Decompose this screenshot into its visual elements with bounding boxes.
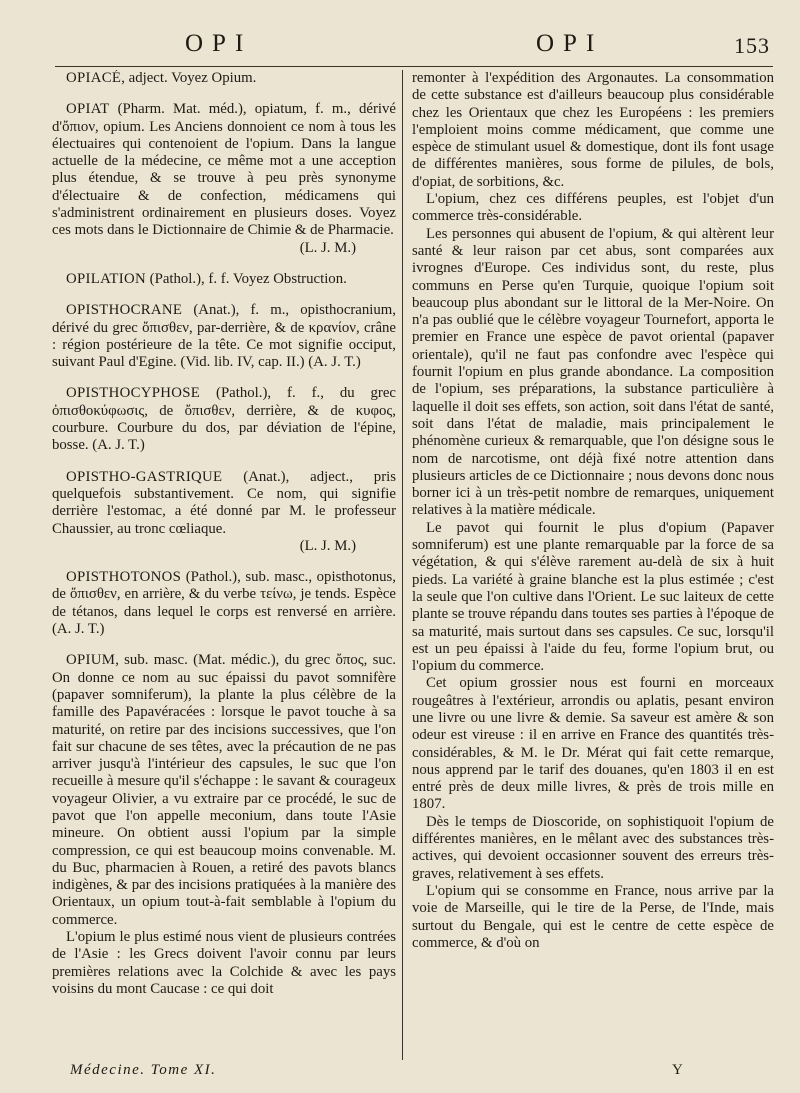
entry-text: , sub. masc. (Mat. médic.), du grec ὄπος, suc. On donne ce nom au suc épaissi du pavot somnifère (papaver somniferum), la plante la plus célèbre de la famille des Papavéracées : lorsque le pavot touche à sa maturité, on retire par des incisions successives, que l'on fait sur chacune de ses têtes, avec la précaution de ne pas arriver jusqu'à l'intérieur des capsules, le suc que l'on recueille à mesure qu'il s'échappe : le savant & courageux voyageur Olivier, a vu extraire par ce procédé, le suc de pavot que l'on appelle meconium, dans toute l'Asie mineure. On obtient aussi l'opium par la simple compression, ce qui est beaucoup moins convenable. M. du Buc, pharmacien à Rouen, a retiré des pavots blancs indigènes, & par des incisions pratiquées à la manière des Orientaux, un opium tout-à-fait semblable à l'opium du commerce. — [52, 652, 396, 928]
paragraph: L'opium qui se consomme en France, nous arrive par la voie de Marseille, qui le tire de la Perse, de l'Inde, mais surtout du Bengale, qui est le centre de cette espèce de commerce, & d'où on — [412, 882, 774, 951]
entry-text: (Pathol.), sub. masc., opisthotonus, de ὄπισθεν, en arrière, & du verbe τείνω, je tends. Espèce de tétanos, dans lequel le corps est renversé en arrière. (A. J. T.) — [52, 569, 396, 638]
running-head-right: OPI — [536, 30, 604, 57]
dictionary-entry — [52, 652, 396, 929]
footer-title: Médecine. Tome XI. — [70, 1062, 217, 1078]
continued-paragraph: remonter à l'expédition des Argonautes. La consommation de cette substance est d'ailleurs beaucoup plus considérable chez les Orientaux que chez les Européens : les premiers l'emploient moins comme médicament, que comme une espèce de stimulant usuel & domestique, dont ils font usage de différentes manières, sous forme de pilules, de bols, d'opiat, de sorbitions, &c. — [412, 70, 774, 190]
entry-text: (Anat.), adject., pris quelquefois substantivement. Ce nom, qui signifie derrière l'estomac, a été donné par M. le professeur Chaussier, au tronc cœliaque. — [52, 468, 396, 537]
entry-headword: OPISTHOCRANE — [66, 302, 183, 319]
paragraph: Le pavot qui fournit le plus d'opium (Papaver somniferum) est une plante remarquable par la force de sa végétation, & qui s'élève rarement au-delà de six à huit pieds. La variété à graine blanche est la plus estimée ; c'est la seule que l'on cultive dans l'Orient. Le suc laiteux de cette plante se trouve répandu dans toutes ses parties à l'époque de sa maturité, mais surtout dans ses capsules. Ce suc, lorsqu'il est un peu épaissi à l'aide du feu, forme l'opium brut, ou l'opium du commerce. — [412, 519, 774, 675]
paragraph: Cet opium grossier nous est fourni en morceaux rougeâtres à l'extérieur, arrondis ou aplatis, pesant environ une livre ou une livre & demie. Sa saveur est amère & son odeur est vireuse : il en arrive en France des quantités très-considérables, & M. le Dr. Mérat qui fait cette remarque, nous apprend par le tarif des douanes, qu'en 1803 il en est entré près de deux mille livres, & près de trois mille en 1807. — [412, 675, 774, 813]
entry-headword: OPISTHOCYPHOSE — [66, 385, 201, 402]
left-column — [52, 70, 396, 1060]
page-number: 153 — [734, 33, 770, 58]
entry-text: (Pathol.), f. f. Voyez Obstruction. — [145, 270, 347, 287]
entry-headword: OPISTHOTONOS — [66, 569, 182, 586]
author-signature: (L. J. M.) — [299, 537, 356, 554]
column-divider — [402, 70, 403, 1060]
header-rule — [55, 66, 773, 67]
entry-headword: OPILATION — [66, 270, 146, 287]
entry-text: , adject. Voyez Opium. — [121, 70, 257, 86]
dictionary-entry — [52, 385, 396, 454]
dictionary-entry — [52, 569, 396, 638]
entry-headword: OPIUM — [66, 652, 116, 669]
entry-headword: OPISTHO-GASTRIQUE — [66, 468, 223, 485]
entry-text: (Anat.), f. m., opisthocranium, dérivé du grec ὄπισθεν, par-derrière, & de κρανίον, crâne : région postérieure de la tête. Ce mot signifie occiput, suivant Paul d'Egine. (Vid. lib. IV, cap. II.) (A. J. T.) — [52, 302, 396, 371]
entry-headword: OPIACÉ — [66, 70, 122, 86]
signature-mark: Y — [672, 1062, 683, 1078]
dictionary-entry — [52, 302, 396, 371]
dictionary-entry — [52, 469, 396, 538]
author-signature: (L. J. M.) — [299, 239, 356, 256]
dictionary-entry — [52, 101, 396, 239]
entry-headword: OPIAT — [66, 101, 110, 118]
right-column — [412, 70, 774, 1060]
entry-text: (Pathol.), f. f., du grec ὀπισθοκύφωσις, de ὄπισθεν, derrière, & de κυφος, courbure. Courbure du dos, par déviation de l'épine, bosse. (A. J. T.) — [52, 385, 396, 454]
paragraph: Les personnes qui abusent de l'opium, & qui altèrent leur santé & leur raison par cet abus, sont comparées aux ivrognes d'Europe. Ces individus sont, du reste, plus communs en Perse qu'en Turquie, quoique l'opium soit beaucoup plus abondant sur le littoral de la Mer-Noire. On n'a pas oublié que le célèbre voyageur Tournefort, apporta le premier en France une espèce de pavot oriental (papaver orientale), qu'il ne faut pas confondre avec l'espèce qui fournit l'opium en plus grande abondance. La composition de l'opium, ses préparations, la substance particulière à laquelle il doit ses effets, son action, soit dans l'état de santé, soit dans l'état de maladie, mais principalement le phénomène curieux & remarquable, que l'on désigne sous le nom de narcotisme, ont déjà fixé notre attention dans plusieurs articles de ce Dictionnaire ; nous devons donc nous borner ici à un très-petit nombre de remarques, uniquement relatives à la matière médicale. — [412, 225, 774, 519]
dictionary-entry — [52, 271, 396, 288]
dictionary-entry — [52, 70, 396, 87]
paragraph: L'opium, chez ces différens peuples, est l'objet d'un commerce très-considérable. — [412, 191, 774, 225]
entry-text: (Pharm. Mat. méd.), opiatum, f. m., dérivé d'ὄπιον, opium. Les Anciens donnoient ce nom à tous les électuaires qui contenoient de l'opium. Dans la langue actuelle de la médecine, ce même mot a une acception plus étendue, & se trouve à peu près synonyme d'électuaire & de confection, médicamens qui s'administrent ordinairement en plusieurs doses. Voyez ces mots dans le Dictionnaire de Chimie & de Pharmacie. — [52, 101, 396, 239]
running-head-left: OPI — [185, 30, 253, 57]
paragraph: Dès le temps de Dioscoride, on sophistiquoit l'opium de différentes manières, en le mêlant avec des substances très-actives, qui devoient occasionner souvent des erreurs très-graves, relativement à ses effets. — [412, 813, 774, 882]
paragraph: L'opium le plus estimé nous vient de plusieurs contrées de l'Asie : les Grecs doivent l'avoir connu par leurs premières relations avec la Colchide & avec les pays voisins du mont Caucase : ce qui doit — [52, 929, 396, 997]
